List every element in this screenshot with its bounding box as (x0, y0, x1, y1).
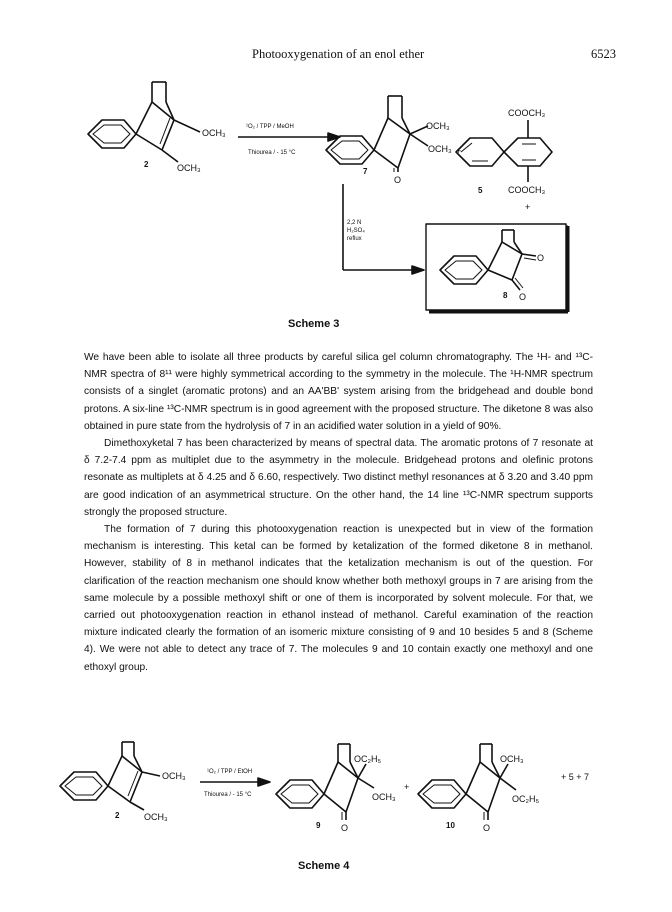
compound-7-oxygen: O (394, 175, 402, 185)
compound-8-oxygen-top: O (537, 253, 545, 263)
scheme4-plus: + (404, 782, 410, 792)
compound-7-structure (326, 96, 428, 172)
scheme4-reagents-top: ¹O₂ / TPP / EtOH (207, 769, 253, 775)
compound-2-och3-top: OCH₃ (202, 128, 226, 138)
compound-5-label: 5 (478, 186, 483, 195)
compound-7-och3-bottom: OCH₃ (428, 144, 452, 154)
body-text (84, 349, 593, 676)
scheme3-plus-under-5: + (525, 202, 531, 212)
page-number: 6523 (591, 47, 616, 61)
scheme3-reagents-top: ¹O₂ / TPP / MeOH (246, 124, 294, 130)
paragraph-2: Dimethoxyketal 7 has been characterized by means of spectral data. The aromatic protons of 7 resonate at δ 7.2-7.4 ppm as multiplet due to the asymmetry in the molecule. Bridgehead protons and olefinic protons resonate as multiplets at δ 4.25 and δ 6.60, respectively. Two distinct methyl resonances at δ 3.20 and 3.40 ppm are good indication of an asymmetrical structure. On the other hand, the 14 line ¹³C-NMR spectrum supports strongly the proposed structure. (84, 438, 593, 518)
compound-10-oxygen: O (483, 823, 491, 833)
scheme4-reagents-bottom: Thiourea / - 15 °C (204, 792, 252, 798)
scheme3-plus: + (456, 146, 462, 156)
compound-2-label: 2 (144, 160, 149, 169)
scheme4-compound-2-label: 2 (115, 811, 120, 820)
scheme3-reagents-bottom: Thiourea / - 15 °C (248, 150, 296, 156)
compound-9-oc2h5: OC₂H₅ (354, 754, 382, 764)
compound-7-och3-top: OCH₃ (426, 121, 450, 131)
running-header (0, 47, 672, 67)
scheme-4-diagram (0, 738, 672, 848)
running-title: Photooxygenation of an enol ether (252, 47, 425, 61)
scheme4-compound-2-och3-top: OCH₃ (162, 771, 186, 781)
compound-8-label: 8 (503, 291, 508, 300)
compound-5-structure (456, 120, 552, 182)
compound-7-label: 7 (363, 167, 368, 176)
compound-9-och3: OCH₃ (372, 792, 396, 802)
compound-10-oc2h5: OC₂H₅ (512, 794, 540, 804)
compound-8-oxygen-bottom: O (519, 292, 527, 302)
compound-5-cooch3-bottom: COOCH₃ (508, 185, 546, 195)
paragraph-3: The formation of 7 during this photooxygenation reaction is unexpected but in view of the formation mechanism is interesting. This ketal can be formed by ketalization of the formed diketone 8 in methanol. However, stability of 8 in methanol indicates that the ketalization mechanism is out of the question. For clarification of the reaction mechanism one should know whether both methoxyl groups in 7 are arising from the same molecule by a possible methoxyl shift or one of them is incorporated by solvent molecule. For that, we carried out photooxygenation reaction in ethanol instead of methanol. Careful examination of the reaction mixture indicated clearly the formation of an isomeric mixture consisting of 9 and 10 besides 5 and 8 (Scheme 4). We were not able to detect any trace of 7. The molecules 9 and 10 contain exactly one methoxyl and one ethoxyl group. (84, 524, 593, 673)
compound-2-och3-bottom: OCH₃ (177, 163, 201, 173)
paragraph-1: We have been able to isolate all three products by careful silica gel column chromatography. The ¹H- and ¹³C-NMR spectra of 8¹¹ were highly symmetrical according to the symmetry in the molecule. The ¹H-NMR spectrum consists of a singlet (aromatic protons) and an AA'BB' system arising from the bridgehead and double bond protons. A six-line ¹³C-NMR spectrum is in good agreement with the proposed structure. The diketone 8 was also obtained in pure state from the hydrolysis of 7 in an acidified water solution in a yield of 90%. (84, 352, 593, 432)
compound-5-cooch3-top: COOCH₃ (508, 108, 546, 118)
scheme4-compound-2-och3-bottom: OCH₃ (144, 812, 168, 822)
compound-10-och3: OCH₃ (500, 754, 524, 764)
compound-8-structure (440, 230, 536, 290)
scheme-3-caption: Scheme 3 (288, 318, 340, 330)
hydrolysis-line3: reflux (347, 236, 362, 242)
compound-9-oxygen: O (341, 823, 349, 833)
hydrolysis-line1: 2,2 N (347, 220, 362, 226)
compound-9-label: 9 (316, 821, 321, 830)
scheme4-compound-2-structure (60, 742, 160, 810)
scheme-4-caption: Scheme 4 (298, 860, 350, 872)
scheme4-extra-products: + 5 + 7 (561, 772, 590, 782)
compound-2-structure (88, 82, 200, 162)
hydrolysis-line2: H₂SO₄ (347, 228, 365, 234)
compound-10-label: 10 (446, 821, 455, 830)
